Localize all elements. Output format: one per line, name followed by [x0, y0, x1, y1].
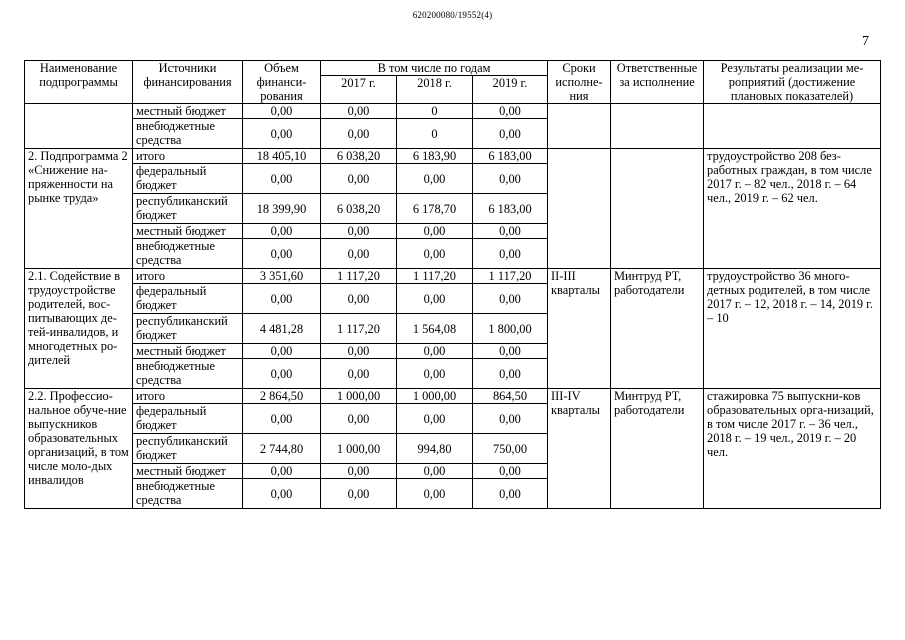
total-cell: 0,00: [243, 119, 321, 149]
subprogram-name: 2. Подпрограмма 2 «Снижение на-пряженности на рынке труда»: [25, 149, 133, 269]
source-cell: республиканский бюджет: [133, 314, 243, 344]
total-cell: 4 481,28: [243, 314, 321, 344]
table-row: [25, 149, 881, 164]
y2017-cell: 1 117,20: [321, 314, 397, 344]
source-cell: внебюджетные средства: [133, 239, 243, 269]
y2019-cell: 0,00: [473, 404, 548, 434]
source-cell: итого: [133, 149, 243, 164]
header-2017: 2017 г.: [321, 76, 397, 104]
source-cell: республиканский бюджет: [133, 434, 243, 464]
document-id: 620200080/19552(4): [412, 10, 493, 20]
header-years-group: В том числе по годам: [321, 61, 548, 76]
y2018-cell: 0,00: [397, 239, 473, 269]
y2018-cell: 1 564,08: [397, 314, 473, 344]
y2017-cell: 0,00: [321, 164, 397, 194]
source-cell: внебюджетные средства: [133, 479, 243, 509]
header-responsible: Ответственные за исполнение: [611, 61, 704, 104]
header-results: Результаты реализации ме-роприятий (достижение плановых показателей): [704, 61, 881, 104]
source-cell: федеральный бюджет: [133, 164, 243, 194]
header-2019: 2019 г.: [473, 76, 548, 104]
total-cell: 0,00: [243, 104, 321, 119]
responsible-cell: Минтруд РТ, работодатели: [611, 389, 704, 509]
y2017-cell: 0,00: [321, 464, 397, 479]
header-period: Сроки исполне-ния: [548, 61, 611, 104]
y2018-cell: 0,00: [397, 344, 473, 359]
page-number: 7: [862, 34, 869, 49]
y2019-cell: 1 800,00: [473, 314, 548, 344]
y2017-cell: 0,00: [321, 404, 397, 434]
total-cell: 3 351,60: [243, 269, 321, 284]
y2019-cell: 1 117,20: [473, 269, 548, 284]
y2018-cell: 0: [397, 104, 473, 119]
y2019-cell: 0,00: [473, 344, 548, 359]
period-cell: [548, 149, 611, 269]
responsible-cell: Минтруд РТ, работодатели: [611, 269, 704, 389]
source-cell: федеральный бюджет: [133, 404, 243, 434]
result-cell: [704, 104, 881, 149]
source-cell: местный бюджет: [133, 104, 243, 119]
y2018-cell: 1 117,20: [397, 269, 473, 284]
y2018-cell: 0,00: [397, 479, 473, 509]
total-cell: 0,00: [243, 464, 321, 479]
y2017-cell: 0,00: [321, 479, 397, 509]
subprogram-name: 2.2. Профессио-нальное обуче-ние выпускников образовательных организаций, в том числе моло-дых инвалидов: [25, 389, 133, 509]
y2017-cell: 0,00: [321, 359, 397, 389]
y2017-cell: 0,00: [321, 119, 397, 149]
source-cell: федеральный бюджет: [133, 284, 243, 314]
total-cell: 0,00: [243, 404, 321, 434]
table-row: [25, 104, 881, 119]
total-cell: 0,00: [243, 239, 321, 269]
total-cell: 0,00: [243, 359, 321, 389]
table-row: [25, 389, 881, 404]
y2018-cell: 0,00: [397, 224, 473, 239]
y2017-cell: 1 000,00: [321, 389, 397, 404]
y2019-cell: 0,00: [473, 104, 548, 119]
responsible-cell: [611, 104, 704, 149]
y2019-cell: 0,00: [473, 239, 548, 269]
y2017-cell: 0,00: [321, 224, 397, 239]
result-cell: трудоустройство 208 без-работных граждан, в том числе 2017 г. – 82 чел., 2018 г. – 64 чел., 2019 г. – 62 чел.: [704, 149, 881, 269]
source-cell: внебюджетные средства: [133, 119, 243, 149]
y2018-cell: 0,00: [397, 464, 473, 479]
period-cell: [548, 104, 611, 149]
total-cell: 18 405,10: [243, 149, 321, 164]
total-cell: 0,00: [243, 479, 321, 509]
y2019-cell: 6 183,00: [473, 194, 548, 224]
source-cell: республиканский бюджет: [133, 194, 243, 224]
total-cell: 0,00: [243, 224, 321, 239]
y2018-cell: 0: [397, 119, 473, 149]
source-cell: итого: [133, 269, 243, 284]
source-cell: местный бюджет: [133, 224, 243, 239]
header-2018: 2018 г.: [397, 76, 473, 104]
y2019-cell: 0,00: [473, 284, 548, 314]
total-cell: 2 744,80: [243, 434, 321, 464]
result-cell: стажировка 75 выпускни-ков образовательных орга-низаций, в том числе 2017 г. – 36 чел., 2018 г. – 19 чел., 2019 г. – 20 чел.: [704, 389, 881, 509]
y2018-cell: 0,00: [397, 164, 473, 194]
header-subprogram: Наименование подпрограммы: [25, 61, 133, 104]
y2018-cell: 0,00: [397, 359, 473, 389]
y2017-cell: 6 038,20: [321, 194, 397, 224]
y2018-cell: 1 000,00: [397, 389, 473, 404]
subprogram-cell: [25, 104, 133, 149]
y2019-cell: 0,00: [473, 119, 548, 149]
y2019-cell: 750,00: [473, 434, 548, 464]
y2019-cell: 0,00: [473, 224, 548, 239]
y2018-cell: 6 183,90: [397, 149, 473, 164]
y2017-cell: 0,00: [321, 104, 397, 119]
y2017-cell: 0,00: [321, 344, 397, 359]
y2019-cell: 864,50: [473, 389, 548, 404]
program-table: [24, 60, 881, 509]
y2018-cell: 0,00: [397, 404, 473, 434]
y2017-cell: 6 038,20: [321, 149, 397, 164]
responsible-cell: [611, 149, 704, 269]
y2019-cell: 6 183,00: [473, 149, 548, 164]
y2019-cell: 0,00: [473, 359, 548, 389]
period-cell: II-III кварталы: [548, 269, 611, 389]
y2019-cell: 0,00: [473, 479, 548, 509]
total-cell: 0,00: [243, 284, 321, 314]
y2017-cell: 1 117,20: [321, 269, 397, 284]
total-cell: 0,00: [243, 344, 321, 359]
total-cell: 2 864,50: [243, 389, 321, 404]
header-funding-source: Источники финансирования: [133, 61, 243, 104]
table-row: [25, 269, 881, 284]
header-funding-volume: Объем финанси-рования: [243, 61, 321, 104]
source-cell: внебюджетные средства: [133, 359, 243, 389]
period-cell: III-IV кварталы: [548, 389, 611, 509]
y2018-cell: 0,00: [397, 284, 473, 314]
total-cell: 0,00: [243, 164, 321, 194]
total-cell: 18 399,90: [243, 194, 321, 224]
subprogram-name: 2.1. Содействие в трудоустройстве родителей, вос-питывающих де-тей-инвалидов, и многодетных ро-дителей: [25, 269, 133, 389]
y2017-cell: 1 000,00: [321, 434, 397, 464]
y2019-cell: 0,00: [473, 464, 548, 479]
result-cell: трудоустройство 36 много-детных родителей, в том числе 2017 г. – 12, 2018 г. – 14, 2019 г. – 10: [704, 269, 881, 389]
y2018-cell: 994,80: [397, 434, 473, 464]
source-cell: местный бюджет: [133, 344, 243, 359]
source-cell: местный бюджет: [133, 464, 243, 479]
y2017-cell: 0,00: [321, 284, 397, 314]
y2019-cell: 0,00: [473, 164, 548, 194]
source-cell: итого: [133, 389, 243, 404]
y2017-cell: 0,00: [321, 239, 397, 269]
y2018-cell: 6 178,70: [397, 194, 473, 224]
